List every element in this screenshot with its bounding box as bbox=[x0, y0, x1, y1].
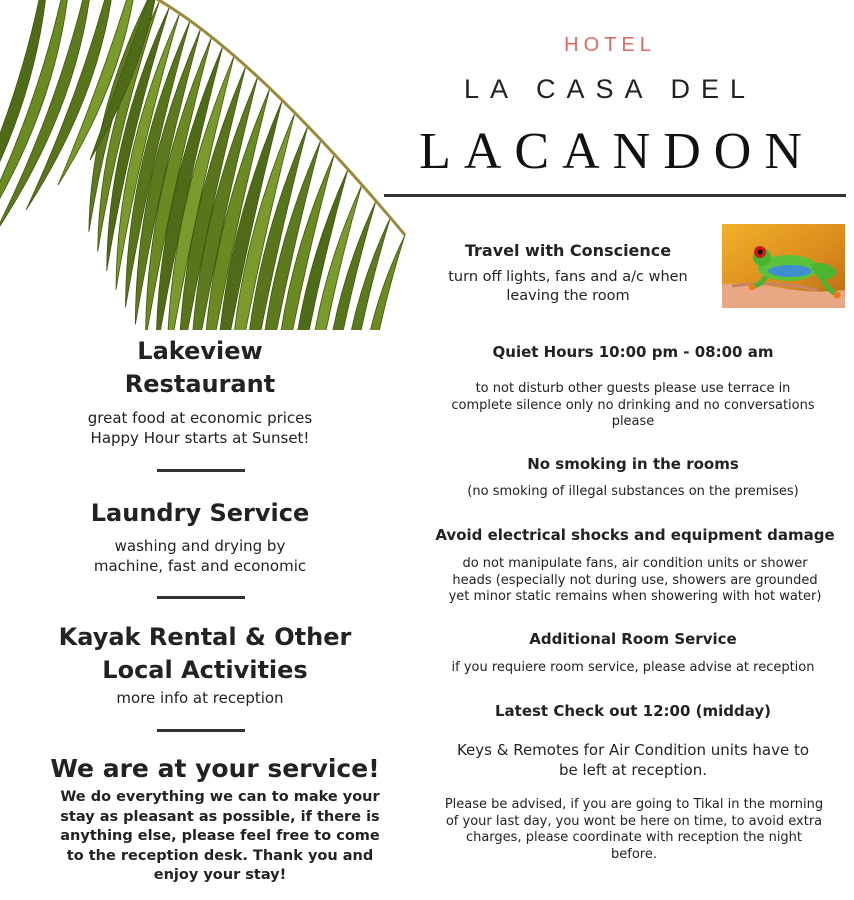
service-line2: stay as pleasant as possible, if there is bbox=[60, 808, 380, 825]
restaurant-description bbox=[40, 408, 360, 448]
keys-line1: Keys & Remotes for Air Condition units have to bbox=[456, 741, 810, 759]
header-divider bbox=[384, 194, 846, 197]
room-service-description: if you requiere room service, please advise at reception bbox=[451, 660, 815, 675]
service-heading: We are at your service! bbox=[50, 754, 380, 783]
service-description bbox=[30, 788, 410, 886]
keys-line2: be left at reception. bbox=[559, 761, 707, 779]
no-smoking-heading: No smoking in the rooms bbox=[527, 455, 739, 473]
room-service-heading: Additional Room Service bbox=[529, 630, 737, 648]
restaurant-line1: great food at economic prices bbox=[87, 409, 313, 427]
service-line4: to the reception desk. Thank you and bbox=[66, 847, 374, 864]
hotel-name: LACANDON bbox=[419, 123, 815, 180]
conscience-line1: turn off lights, fans and a/c when bbox=[448, 269, 688, 285]
conscience-line2: leaving the room bbox=[506, 288, 630, 304]
keys-notice bbox=[420, 740, 846, 780]
tikal-line2: of your last day, you wont be here on time, to avoid extra bbox=[445, 813, 823, 829]
tikal-line3: charges, please coordinate with reception the night bbox=[465, 830, 803, 845]
quiet-line3: please bbox=[611, 414, 655, 429]
section-divider bbox=[157, 729, 245, 732]
checkout-heading: Latest Check out 12:00 (midday) bbox=[494, 702, 772, 720]
restaurant-line2: Happy Hour starts at Sunset! bbox=[90, 429, 310, 447]
laundry-line1: washing and drying by bbox=[114, 537, 286, 555]
electrical-line3: yet minor static remains when showering with hot water) bbox=[448, 589, 822, 604]
conscience-description bbox=[420, 268, 716, 306]
quiet-hours-description bbox=[420, 381, 846, 431]
restaurant-title-line2: Restaurant bbox=[124, 370, 276, 398]
laundry-description bbox=[40, 536, 360, 576]
conscience-heading: Travel with Conscience bbox=[464, 241, 672, 260]
tikal-notice bbox=[418, 797, 850, 863]
no-smoking-description: (no smoking of illegal substances on the premises) bbox=[467, 484, 799, 499]
kayak-description: more info at reception bbox=[116, 689, 284, 707]
hotel-subtitle: LA CASA DEL bbox=[463, 74, 757, 104]
service-line3: anything else, please feel free to come bbox=[60, 828, 380, 844]
section-divider bbox=[157, 596, 245, 599]
electrical-line1: do not manipulate fans, air condition units or shower bbox=[462, 556, 808, 571]
electrical-heading: Avoid electrical shocks and equipment damage bbox=[435, 526, 835, 544]
service-line1: We do everything we can to make your bbox=[60, 789, 380, 805]
section-divider bbox=[157, 469, 245, 472]
kayak-heading bbox=[10, 621, 400, 687]
tikal-line4: before. bbox=[611, 846, 657, 862]
restaurant-title-line1: Lakeview bbox=[137, 337, 263, 365]
kayak-title-line1: Kayak Rental & Other bbox=[58, 623, 352, 651]
red-eyed-tree-frog-photo bbox=[722, 224, 845, 308]
laundry-line2: machine, fast and economic bbox=[93, 557, 307, 575]
service-line5: enjoy your stay! bbox=[153, 867, 287, 883]
tikal-line1: Please be advised, if you are going to Tikal in the morning bbox=[444, 797, 824, 812]
electrical-line2: heads (especially not during use, showers are grounded bbox=[452, 572, 818, 588]
kayak-title-line2: Local Activities bbox=[102, 656, 308, 684]
laundry-heading: Laundry Service bbox=[90, 499, 310, 527]
quiet-line1: to not disturb other guests please use terrace in bbox=[475, 381, 791, 396]
quiet-line2: complete silence only no drinking and no conversations bbox=[451, 397, 815, 413]
palm-leaf-icon bbox=[0, 0, 420, 330]
restaurant-heading bbox=[80, 335, 320, 401]
hotel-label: HOTEL bbox=[564, 34, 656, 56]
electrical-description bbox=[420, 556, 850, 606]
quiet-hours-heading: Quiet Hours 10:00 pm - 08:00 am bbox=[492, 343, 774, 361]
